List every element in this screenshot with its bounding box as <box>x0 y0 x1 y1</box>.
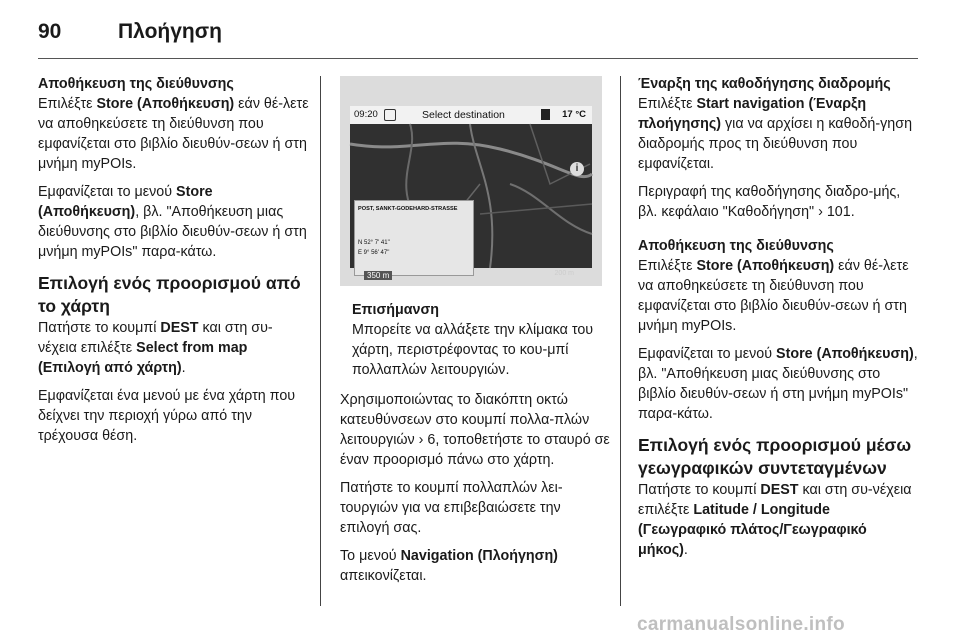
paragraph: Περιγραφή της καθοδήγησης διαδρο-μής, βλ. κεφάλαιο "Καθοδήγηση" › 101. <box>638 184 901 220</box>
note-text: Μπορείτε να αλλάξετε την κλίμακα του χάρτη, περιστρέφοντας το κου-μπί πολλαπλών λειτουργιών. <box>352 322 594 378</box>
heading-select-from-map: Επιλογή ενός προορισμού από το χάρτη <box>38 273 301 316</box>
paragraph: Πατήστε το κουμπί πολλαπλών λει-τουργιών για να επιβεβαιώσετε την επιλογή σας. <box>340 480 563 536</box>
page-reference: › 6 <box>418 432 436 448</box>
info-icon[interactable]: i <box>570 162 584 176</box>
heading-store-address: Αποθήκευση της διεύθυνσης <box>638 238 834 254</box>
column-1 <box>38 74 310 454</box>
heading-store-address: Αποθήκευση της διεύθυνσης <box>38 76 234 92</box>
paragraph: Εμφανίζεται ένα μενού με ένα χάρτη που δείχνει την περιοχή γύρω από την τρέχουσα θέση. <box>38 388 296 444</box>
page-title: Πλοήγηση <box>118 20 222 43</box>
temperature: 17 °C <box>562 109 586 120</box>
paragraph: Πατήστε το κουμπί DEST και στη συ-νέχεια επιλέξτε Latitude / Longitude (Γεωγραφικό πλάτος/Γεωγραφικό μήκος). <box>638 482 912 558</box>
clock: 09:20 <box>354 109 378 120</box>
paragraph: Επιλέξτε Store (Αποθήκευση) εάν θέ-λετε να αποθηκεύσετε τη διεύθυνση που εμφανίζεται στο βιβλίο διευθύν-σεων ή στη μνήμη myPOIs. <box>38 96 309 172</box>
display-screen <box>350 106 592 280</box>
page-header <box>38 16 918 60</box>
distance-readout: 350 m <box>364 271 392 280</box>
header-rule <box>38 58 918 59</box>
note-heading: Επισήμανση <box>352 302 439 318</box>
paragraph: Το μενού Navigation (Πλοήγηση) απεικονίζεται. <box>340 548 558 584</box>
paragraph: Εμφανίζεται το μενού Store (Αποθήκευση), βλ. "Αποθήκευση μιας διεύθυνσης στο βιβλίο διευθύν-σεων ή στη μνήμη myPOIs" παρα-κάτω. <box>38 184 307 260</box>
longitude: E 9° 56' 47" <box>358 250 390 256</box>
paragraph: Πατήστε το κουμπί DEST και στη συ-νέχεια επιλέξτε Select from map (Επιλογή από χάρτη). <box>38 320 273 376</box>
temperature-icon <box>541 109 550 120</box>
navigation-icon <box>384 109 396 121</box>
paragraph: Χρησιμοποιώντας το διακόπτη οκτώ κατευθύνσεων στο κουμπί πολλα-πλών λειτουργιών › 6, τοποθετήστε το σταυρό σε έναν προορισμό πάνω στο χάρτη. <box>340 392 610 468</box>
column-divider-2 <box>620 76 621 606</box>
paragraph: Επιλέξτε Start navigation (Έναρξη πλοήγησης) για να αρχίσει η καθοδή-γηση διαδρομής προς τη διεύθυνση που εμφανίζεται. <box>638 96 913 172</box>
map <box>350 124 592 280</box>
latitude: N 52° 7' 41" <box>358 240 390 246</box>
note-box <box>340 300 612 380</box>
screen-title: Select destination <box>422 109 505 121</box>
menu-label: Store (Αποθήκευση) <box>38 184 213 220</box>
page-number: 90 <box>38 20 62 43</box>
location-info-panel <box>354 200 474 276</box>
paragraph: Εμφανίζεται το μενού Store (Αποθήκευση), βλ. "Αποθήκευση μιας διεύθυνσης στο βιβλίο διευθύν-σεων ή στη μνήμη myPOIs" παρα-κάτω. <box>638 346 918 422</box>
watermark: carmanualsonline.info <box>637 614 845 635</box>
heading-start-guidance: Έναρξη της καθοδήγησης διαδρομής <box>638 76 891 92</box>
status-bar <box>350 106 592 124</box>
paragraph: Επιλέξτε Store (Αποθήκευση) εάν θέ-λετε να αποθηκεύσετε τη διεύθυνση που εμφανίζεται στο βιβλίο διευθύν-σεων ή στη μνήμη myPOIs. <box>638 258 909 334</box>
street-name: POST, SANKT-GODEHARD-STRASSE <box>358 206 458 212</box>
column-divider-1 <box>320 76 321 606</box>
heading-select-by-coordinates: Επιλογή ενός προορισμού μέσω γεωγραφικών συντεταγμένων <box>638 435 912 478</box>
menu-label: Store (Αποθήκευση) <box>96 96 235 112</box>
column-3 <box>638 74 918 568</box>
column-2 <box>340 300 612 594</box>
page-reference: › 101 <box>818 204 851 220</box>
map-scale: 200 m <box>554 270 574 277</box>
navigation-screenshot <box>340 76 602 286</box>
